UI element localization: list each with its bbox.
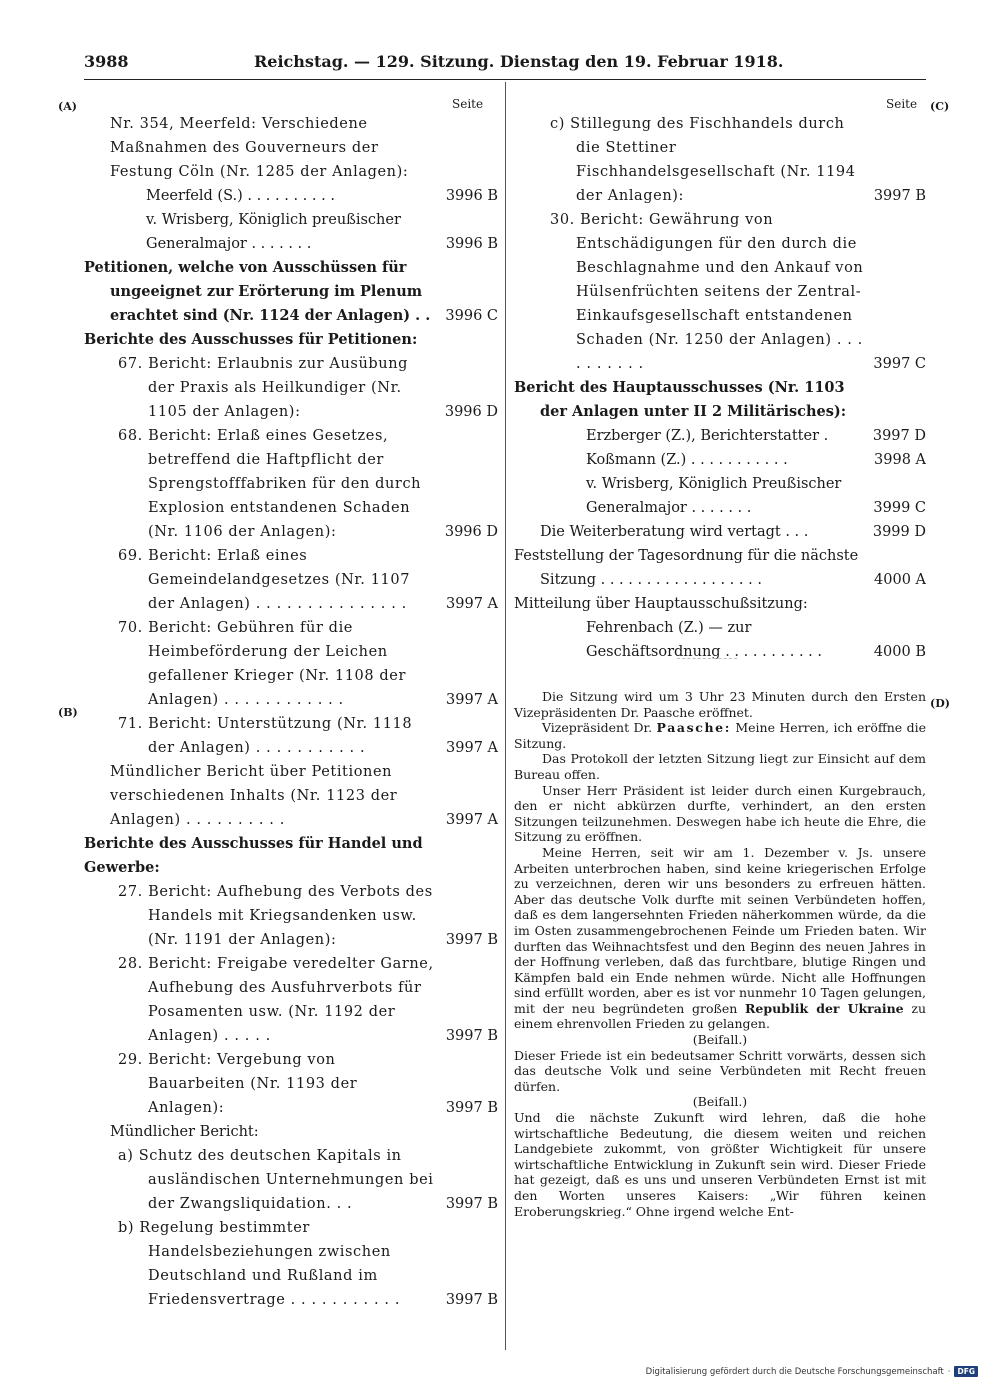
index-entry-text: c) Stillegung des Fischhandels durch die Stettiner Fischhandelsgesellschaft (Nr. 1194 der Anlagen): (550, 116, 856, 204)
index-entry-page: 3997 B (445, 1028, 498, 1044)
index-entry (514, 544, 926, 592)
index-entry-text: b) Regelung bestimmter Handelsbeziehungen zwischen Deutschland und Rußland im Friedensvertrage . . . . . . . . . . . (118, 1220, 401, 1308)
index-entry-text: Mündlicher Bericht über Petitionen verschiedenen Inhalts (Nr. 1123 der Anlagen) . . . . . . . . . . (110, 764, 398, 828)
index-entry (84, 712, 498, 760)
margin-mark-c: (C) (930, 100, 950, 113)
index-entry (84, 208, 498, 256)
index-entry-text: 29. Bericht: Vergebung von Bauarbeiten (Nr. 1193 der Anlagen): (118, 1052, 358, 1116)
index-entry-page: 3997 C (873, 356, 926, 372)
index-entry (84, 616, 498, 712)
index-entry-text: Erzberger (Z.), Berichterstatter . (586, 428, 829, 444)
opening-paragraph: Die Sitzung wird um 3 Uhr 23 Minuten durch den Ersten Vizepräsidenten Dr. Paasche eröffnet. (514, 689, 926, 720)
index-entry-text: 67. Bericht: Erlaubnis zur Ausübung der Praxis als Heilkundiger (Nr. 1105 der Anlagen): (118, 356, 409, 420)
index-entry (84, 952, 498, 1048)
index-entry-text: Die Weiterberatung wird vertagt . . . (540, 524, 809, 540)
footer: Digitalisierung gefördert durch die Deutsche Forschungsgemeinschaft · DFG (646, 1366, 978, 1377)
page-number: 3988 (84, 52, 129, 71)
margin-mark-b: (B) (58, 706, 78, 719)
paragraph: Dieser Friede ist ein bedeutsamer Schritt vorwärts, dessen sich das deutsche Volk und seine Verbündeten mit Recht freuen dürfen. (514, 1047, 926, 1094)
page-header (84, 52, 926, 76)
index-entry-text: 71. Bericht: Unterstützung (Nr. 1118 der Anlagen) . . . . . . . . . . . (118, 716, 413, 756)
index-entry-text: a) Schutz des deutschen Kapitals in ausländischen Unternehmungen bei der Zwangsliquidation. . . (118, 1148, 434, 1212)
index-entry-text: Fehrenbach (Z.) — zur Geschäftsordnung . . . . . . . . . . . (586, 620, 822, 660)
margin-mark-d: (D) (930, 697, 950, 710)
speaker-name: Paasche: (656, 720, 731, 736)
index-entry-page: 3996 B (445, 236, 498, 252)
index-entry-page: 3997 A (446, 812, 498, 828)
index-entry (84, 1216, 498, 1312)
index-entry-text: 69. Bericht: Erlaß eines Gemeindelandgesetzes (Nr. 1107 der Anlagen) . . . . . . . . . . . . . . . (118, 548, 411, 612)
applause-note: (Beifall.) (692, 1094, 748, 1110)
index-entry (84, 328, 498, 352)
index-entry-page: 3997 B (445, 1292, 498, 1308)
index-entry-text: Mündlicher Bericht: (110, 1124, 259, 1140)
index-entry-page: 3999 C (873, 500, 926, 516)
left-column-index (84, 112, 498, 1312)
index-entry-text: 70. Bericht: Gebühren für die Heimbeförderung der Leichen gefallener Krieger (Nr. 1108 der Anlagen) . . . . . . . . . . . . (118, 620, 406, 708)
paragraph: Und die nächste Zukunft wird lehren, daß die hohe wirtschaftliche Bedeutung, die diesem weiten und reichen Landgebiete zukommt, von größter Wichtigkeit für unsere wirtschaftliche Entwicklung in Zukunft sein wird. Dieser Friede hat gezeigt, daß es uns und unseren Verbündeten Ernst ist mit den Worten unseres Kaisers: „Wir führen keinen Eroberungskrieg.“ Ohne irgend welche Ent- (514, 1110, 926, 1219)
index-entry (84, 832, 498, 880)
session-minutes (514, 689, 926, 1219)
index-entry-page: 3997 B (873, 188, 926, 204)
index-entry-text: 68. Bericht: Erlaß eines Gesetzes, betreffend die Haftpflicht der Sprengstofffabriken für den durch Explosion entstandenen Schaden (Nr. 1106 der Anlagen): (118, 428, 422, 540)
index-entry-text: Nr. 354, Meerfeld: Verschiedene Maßnahmen des Gouverneurs der Festung Cöln (Nr. 1285 der Anlagen): (110, 116, 409, 180)
index-entry-text: v. Wrisberg, Königlich Preußischer Generalmajor . . . . . . . (586, 476, 842, 516)
index-entry (514, 208, 926, 376)
index-entry-page: 4000 A (874, 572, 926, 588)
index-entry (84, 760, 498, 832)
index-entry-page: 3997 A (446, 692, 498, 708)
index-entry (514, 520, 926, 544)
index-entry (514, 472, 926, 520)
index-entry (84, 112, 498, 184)
paragraph: Unser Herr Präsident ist leider durch einen Kurgebrauch, den er nicht abkürzen durfte, verhindert, an den ersten Sitzungen teilzunehmen. Deswegen habe ich heute die Ehre, die Sitzung zu eröffnen. (514, 782, 926, 845)
section-ornament (677, 658, 737, 659)
index-entry (84, 184, 498, 208)
index-entry-page: 3996 B (445, 188, 498, 204)
index-entry-text: v. Wrisberg, Königlich preußischer Generalmajor . . . . . . . (146, 212, 401, 252)
index-entry-page: 3998 A (874, 452, 926, 468)
applause-note: (Beifall.) (692, 1032, 748, 1048)
seite-label-right: Seite (886, 97, 918, 111)
index-entry (84, 352, 498, 424)
speaker-paragraph (514, 720, 926, 751)
index-entry-text: Koßmann (Z.) . . . . . . . . . . . (586, 452, 788, 468)
index-entry-page: 3997 A (446, 596, 498, 612)
speaker-text: Meine Herren, ich eröffne die Sitzung. (514, 720, 926, 751)
index-entry-page: 3997 B (445, 932, 498, 948)
index-entry (514, 112, 926, 208)
index-entry (84, 1048, 498, 1120)
paragraph (514, 845, 926, 1032)
index-entry-page: 3996 D (444, 404, 498, 420)
index-entry-text: Berichte des Ausschusses für Petitionen: (84, 331, 418, 348)
footer-credit: Digitalisierung gefördert durch die Deutsche Forschungsgemeinschaft (645, 1366, 944, 1377)
index-entry (84, 880, 498, 952)
index-entry (514, 616, 926, 664)
index-entry-page: 3997 A (446, 740, 498, 756)
speaker-prefix: Vizepräsident Dr. (542, 720, 653, 736)
index-entry (84, 424, 498, 544)
header-rule (84, 79, 926, 80)
index-entry (514, 592, 926, 616)
index-entry (84, 1144, 498, 1216)
running-title: Reichstag. — 129. Sitzung. Dienstag den 19. Februar 1918. (254, 52, 784, 71)
emphasis-text: Republik der Ukraine (745, 1000, 904, 1016)
index-entry-page: 4000 B (873, 644, 926, 660)
paragraph-text: zu einem ehrenvollen Frieden zu gelangen. (514, 1000, 926, 1032)
index-entry-text: 30. Bericht: Gewährung von Entschädigungen für den durch die Beschlagnahme und den Ankauf von Hülsenfrüchten seitens der Zentral-Einkaufsgesellschaft entstandenen Schaden (Nr. 1250 der Anlagen) . . . . . . . . . . (550, 212, 864, 372)
right-column-index (514, 112, 926, 664)
index-entry-page: 3996 D (444, 524, 498, 540)
index-entry (84, 544, 498, 616)
column-divider (505, 82, 506, 1350)
index-entry (514, 424, 926, 448)
index-entry-text: 27. Bericht: Aufhebung des Verbots des Handels mit Kriegsandenken usw. (Nr. 1191 der Anlagen): (118, 884, 433, 948)
index-entry-page: 3997 B (445, 1196, 498, 1212)
index-entry-page: 3997 B (445, 1100, 498, 1116)
paragraph-text: Meine Herren, seit wir am 1. Dezember v. Js. unsere Arbeiten unterbrochen haben, sind keine kriegerischen Erfolge zu verzeichnen, deren wir uns besonders zu erfreuen hätten. Aber das deutsche Volk durfte mit seinen Verbündeten hoffen, daß es dem langersehnten Frieden näherkommen würde, da die im Osten zusammengebrochenen Feinde um Frieden baten. Wir durften das Weihnachtsfest und den Beginn des neuen Jahres in der Hoffnung verleben, daß das furchtbare, blutige Ringen und Kämpfen bald ein Ende nehmen würde. Nicht alle Hoffnungen sind erfüllt worden, aber es ist vor nunmehr 10 Tagen gelungen, mit der neu begründeten großen (514, 844, 926, 1016)
index-entry-text: Meerfeld (S.) . . . . . . . . . . (146, 188, 335, 204)
margin-mark-a: (A) (58, 100, 77, 113)
index-entry (514, 376, 926, 424)
index-entry (84, 1120, 498, 1144)
index-entry (84, 256, 498, 328)
index-entry-text: Berichte des Ausschusses für Handel und Gewerbe: (84, 835, 423, 876)
index-entry-page: 3999 D (872, 524, 926, 540)
index-entry-text: Mitteilung über Hauptausschußsitzung: (514, 596, 808, 612)
index-entry (514, 448, 926, 472)
paragraph: Das Protokoll der letzten Sitzung liegt zur Einsicht auf dem Bureau offen. (514, 751, 926, 782)
index-entry-text: Feststellung der Tagesordnung für die nächste Sitzung . . . . . . . . . . . . . . . . . . (514, 548, 859, 588)
index-entry-text: 28. Bericht: Freigabe veredelter Garne, Aufhebung des Ausfuhrverbots für Posamenten usw. (Nr. 1192 der Anlagen) . . . . . (118, 956, 434, 1044)
index-entry-text: Petitionen, welche von Ausschüssen für ungeeignet zur Erörterung im Plenum erachtet sind (Nr. 1124 der Anlagen) . . (84, 259, 431, 324)
index-entry-page: 3997 D (872, 428, 926, 444)
dfg-logo: DFG (954, 1366, 978, 1377)
index-entry-page: 3996 C (445, 308, 498, 324)
index-entry-text: Bericht des Hauptausschusses (Nr. 1103 der Anlagen unter II 2 Militärisches): (514, 379, 847, 420)
seite-label-left: Seite (452, 97, 484, 111)
